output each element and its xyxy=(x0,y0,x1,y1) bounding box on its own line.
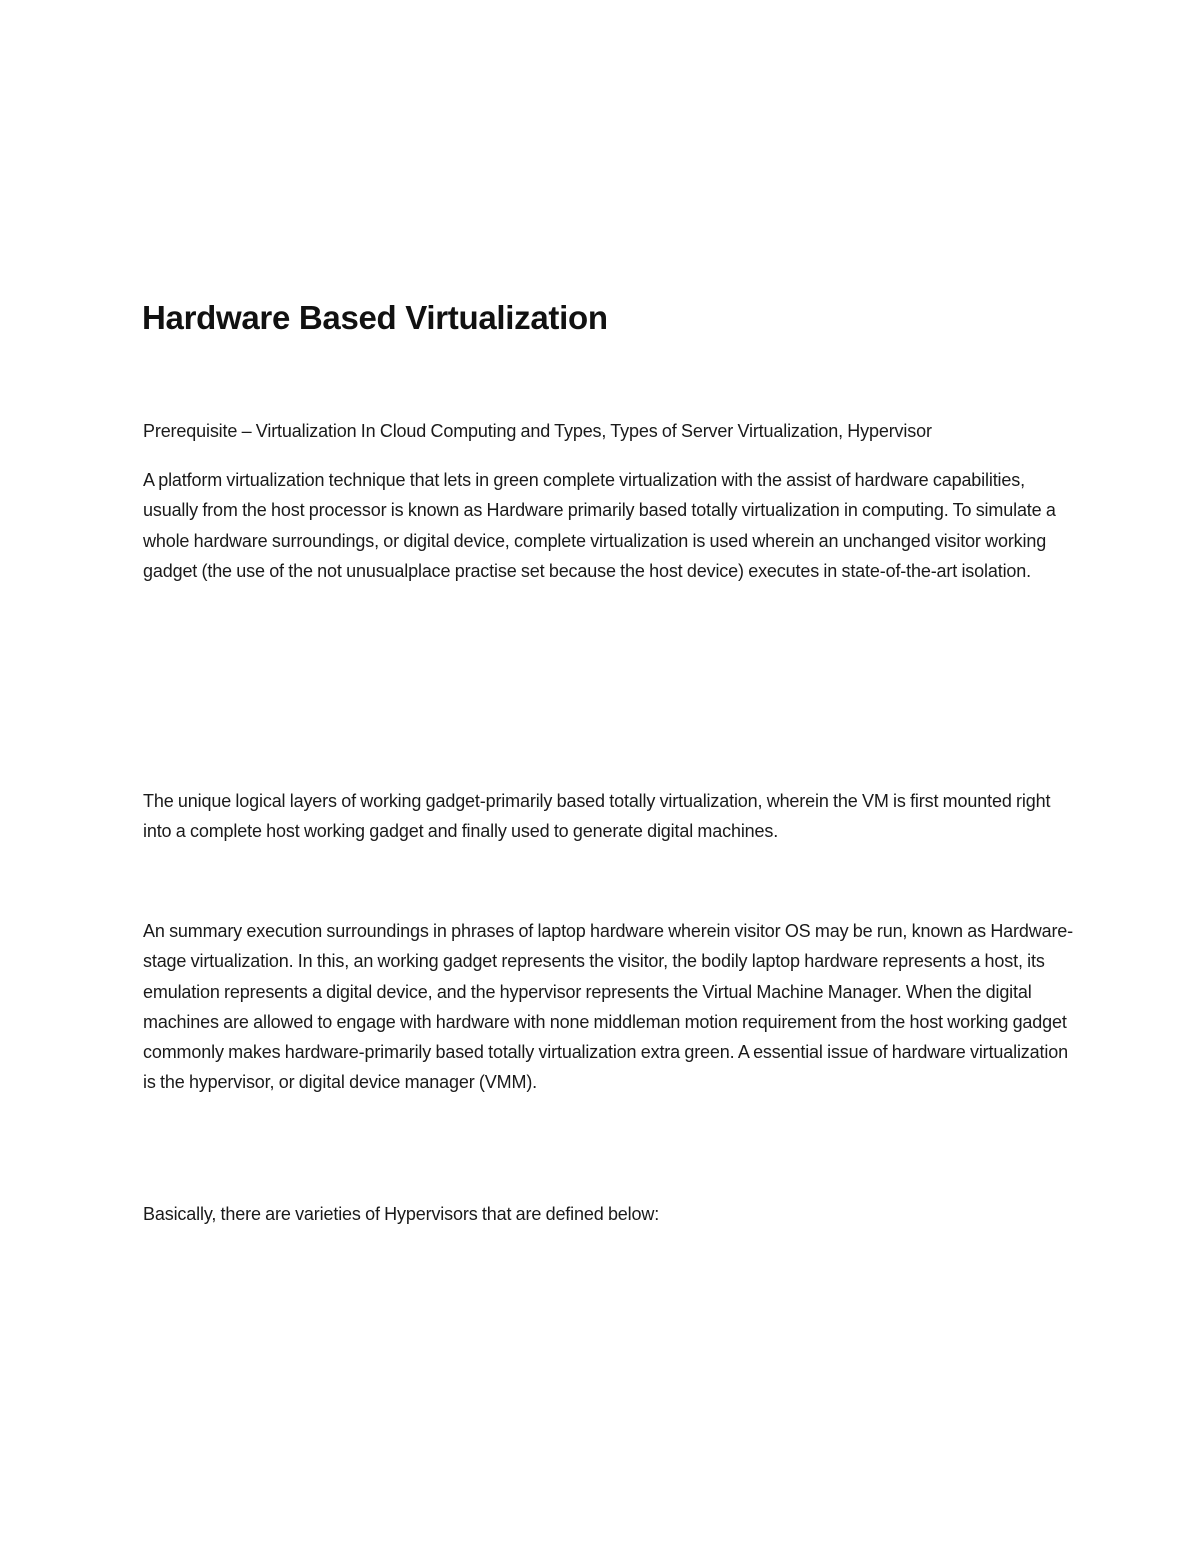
paragraph-logical-layers: The unique logical layers of working gadget-primarily based totally virtualization, wherein the VM is first mounted right into a complete host working gadget and finally used to generate digital machines. xyxy=(143,791,1051,842)
paragraph-hypervisor-intro: Basically, there are varieties of Hypervisors that are defined below: xyxy=(143,1204,660,1224)
paragraph-summary: An summary execution surroundings in phrases of laptop hardware wherein visitor OS may be run, known as Hardware-stage virtualization. In this, an working gadget represents the visitor, the bodily laptop hardware represents a host, its emulation represents a digital device, and the hypervisor represents the Virtual Machine Manager. When the digital machines are allowed to engage with hardware with none middleman motion requirement from the host working gadget commonly makes hardware-primarily based totally virtualization extra green. A essential issue of hardware virtualization is the hypervisor, or digital device manager (VMM). xyxy=(143,921,1074,1093)
document-title: Hardware Based Virtualization xyxy=(142,299,608,336)
paragraph-intro: A platform virtualization technique that lets in green complete virtualization with the assist of hardware capabilities, usually from the host processor is known as Hardware primarily based totally virtualization in computing. To simulate a whole hardware surroundings, or digital device, complete virtualization is used wherein an unchanged visitor working gadget (the use of the not unusualplace practise set because the host device) executes in state-of-the-art isolation. xyxy=(143,470,1056,581)
prerequisite-line: Prerequisite – Virtualization In Cloud Computing and Types, Types of Server Virtualization, Hypervisor xyxy=(143,421,932,441)
